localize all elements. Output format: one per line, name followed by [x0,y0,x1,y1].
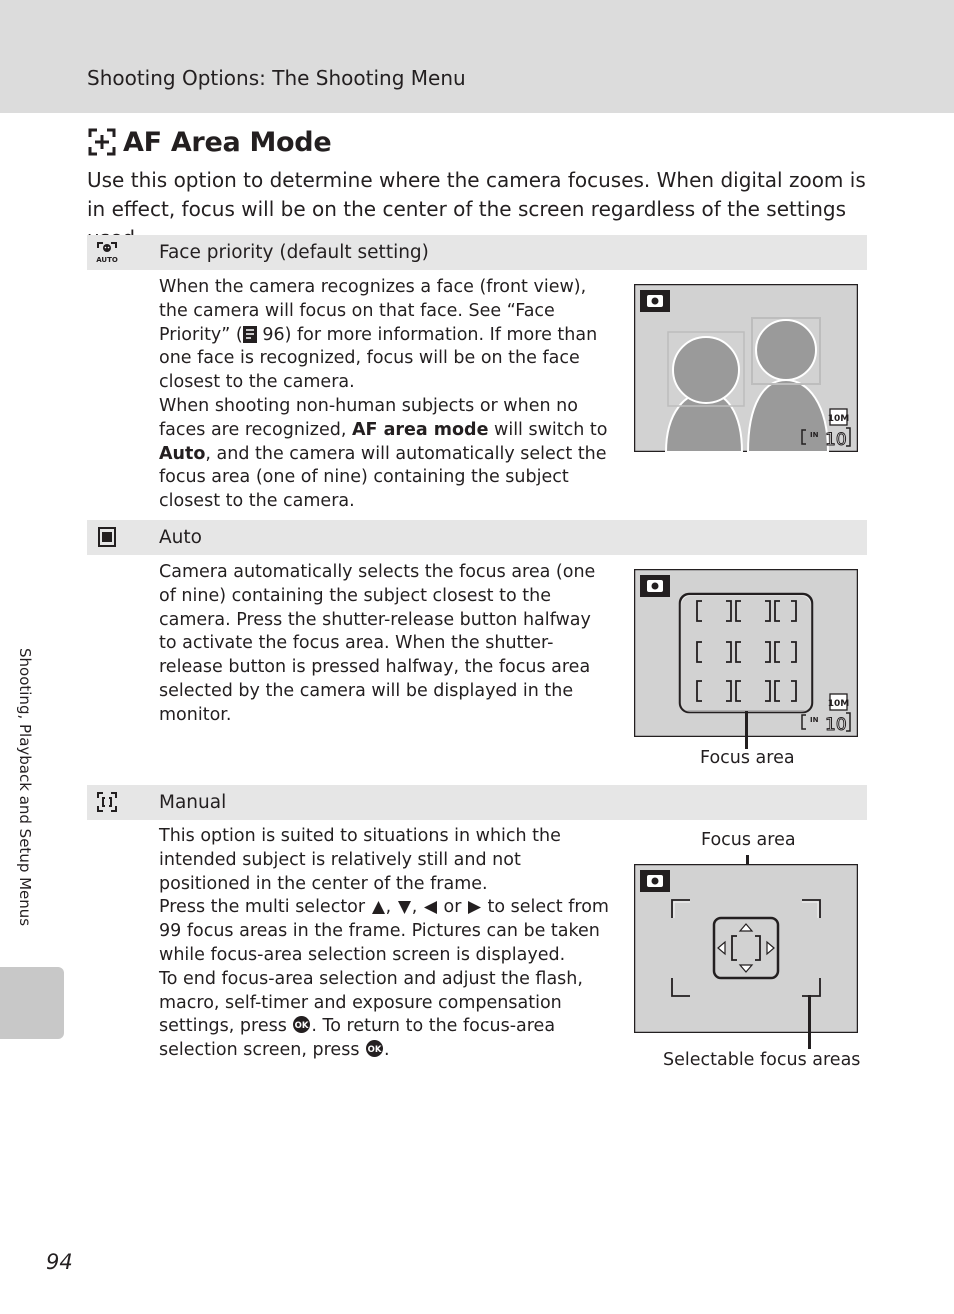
af-area-icon [87,127,117,157]
section-label: Face priority (default setting) [159,242,429,263]
focus-area-caption: Focus area [701,830,796,850]
side-section-label: Shooting, Playback and Setup Menus [16,648,34,927]
section-auto-band [87,520,867,555]
multi-selector-right-icon [467,900,482,915]
face-priority-icon [95,240,119,264]
svg-text:OK: OK [295,1021,309,1032]
frames-remaining: 10 [825,430,847,450]
multi-selector-up-icon [371,900,386,915]
face-priority-description: When the camera recognizes a face (front view), the camera will focus on that face. See “Face Priority” ( 96) for more information. If more than one face is recognized, focus will be on the face closest to the camera. When shooting non-human subjects or when no faces are recognized, AF area mode will switch to Auto, and the camera will automatically select the focus area (one of nine) containing the subject closest to the camera. [159,277,608,512]
multi-selector-left-icon [423,900,438,915]
page-number: 94 [46,1250,73,1274]
memory-indicator: IN [810,431,819,439]
multi-selector-down-icon [397,900,412,915]
svg-text:OK: OK [367,1045,382,1056]
chapter-tab [0,967,64,1039]
page-reference-icon [243,326,257,343]
image-size-label: 10M [827,414,850,424]
ok-button-icon [292,1015,311,1034]
focus-area-caption: Focus area [700,748,795,768]
manual-area-icon [95,790,119,814]
manual-description: This option is suited to situations in which the intended subject is relatively still and not positioned in the center of the frame. Press the multi selector , , or to select from 99 focus areas in the frame. Pictures can be taken while focus-area selection screen is displayed. To end focus-area selection and adjust the flash, macro, self-timer and exposure compensation settings, press OK . To return to the focus-area selection screen, press OK . [159,826,609,1061]
section-manual-band [87,785,867,820]
image-size-label: 10M [827,699,850,709]
selectable-focus-areas-caption: Selectable focus areas [663,1050,861,1070]
page-title [87,122,331,162]
face-priority-screen-illustration [634,284,858,452]
auto-description: Camera automatically selects the focus area (one of nine) containing the subject closest to the camera. Press the shutter-release button halfway to activate the focus area. When the shutter-release button is pressed halfway, the focus area selected by the camera will be displayed in the monitor. [159,562,596,725]
svg-text:AUTO: AUTO [96,256,118,264]
section-label: Manual [159,792,227,813]
focus-area-leader-line [745,711,748,749]
memory-indicator: IN [810,716,819,724]
auto-area-icon [95,525,119,549]
page-title-text: AF Area Mode [123,126,332,158]
section-label: Auto [159,527,202,548]
selectable-areas-leader-line [808,995,811,1049]
header-band [0,0,954,113]
section-face-priority-band [87,235,867,270]
intro-paragraph: Use this option to determine where the camera focuses. When digital zoom is in effect, focus will be on the center of the screen regardless of the settings [87,168,866,221]
manual-screen-illustration [634,864,858,1033]
ok-button-icon [365,1039,384,1058]
frames-remaining: 10 [825,715,847,735]
running-header: Shooting Options: The Shooting Menu [87,66,466,90]
